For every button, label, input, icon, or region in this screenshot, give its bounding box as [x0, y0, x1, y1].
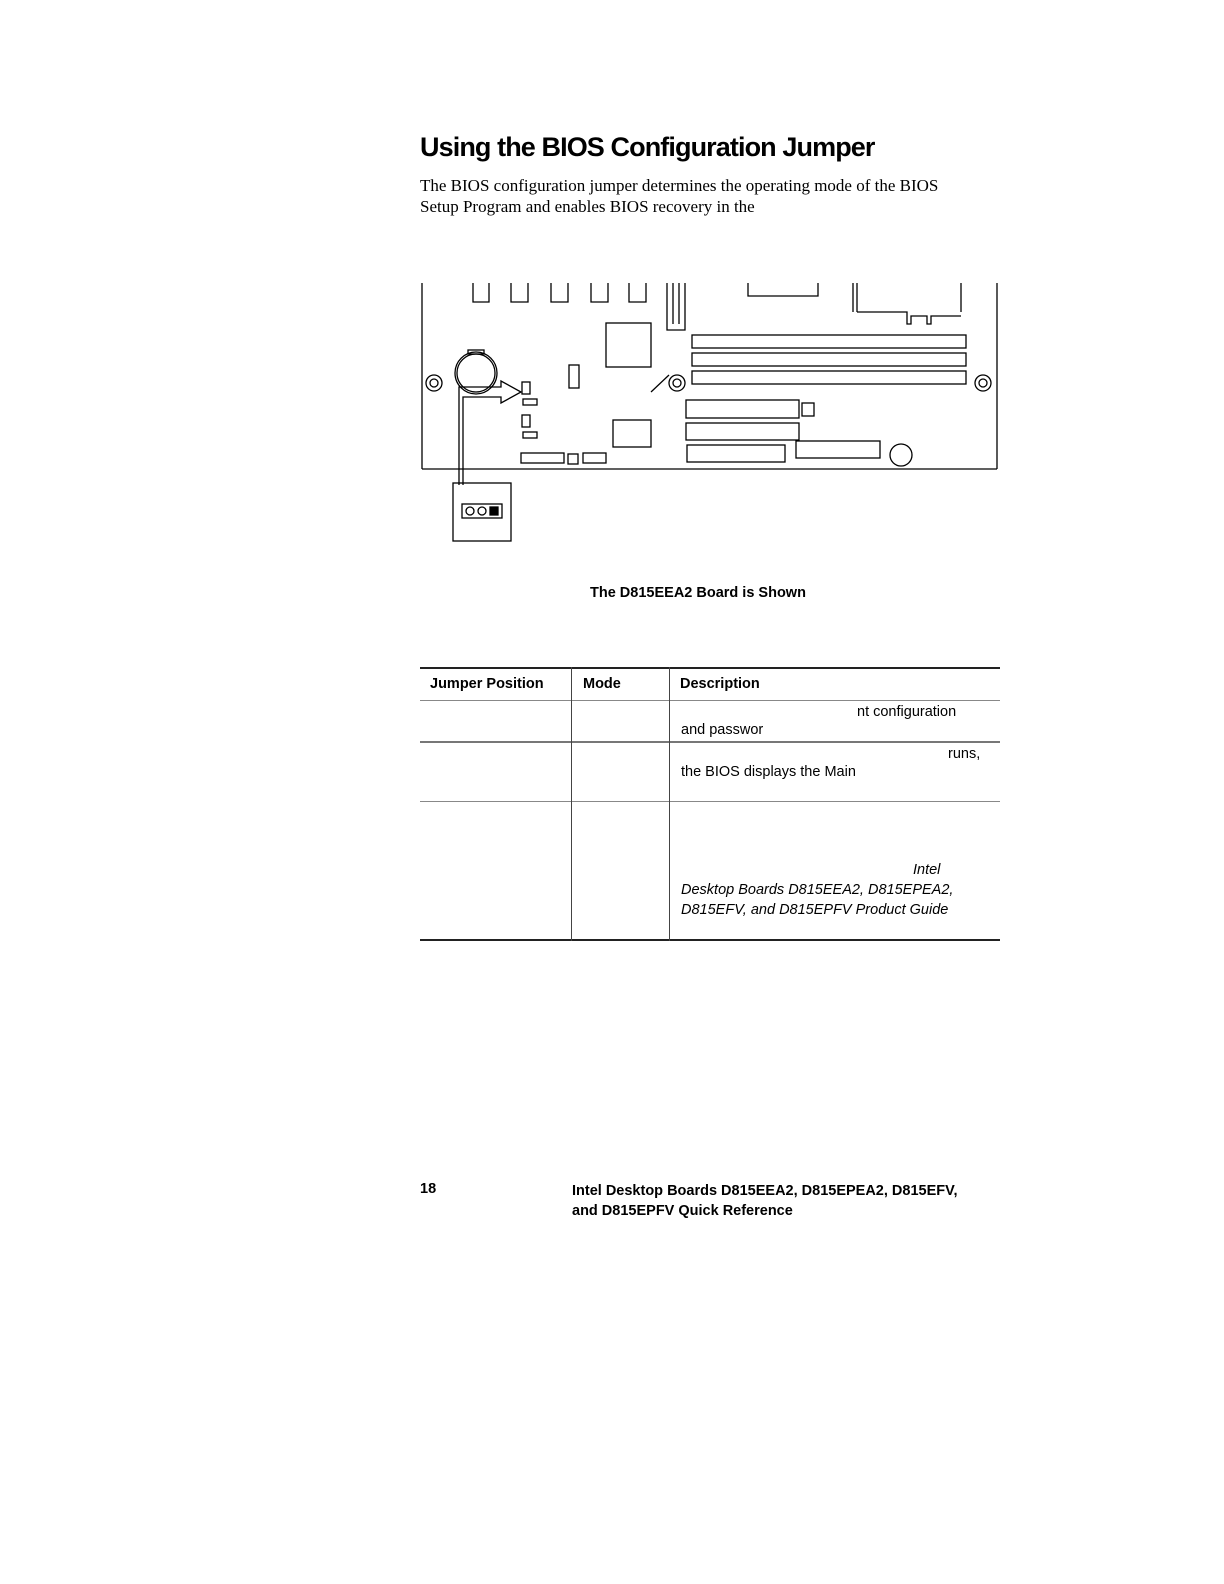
memory-slots: [692, 335, 966, 384]
intro-line-1: The BIOS configuration jumper determines the operating mode of the BIOS: [420, 176, 939, 195]
chipset-chip: [606, 323, 651, 367]
mounting-holes: [426, 375, 991, 391]
row-divider: [420, 801, 1000, 802]
page-number: 18: [420, 1181, 437, 1197]
row3-description-fragment: Intel: [913, 862, 941, 878]
table-bottom-rule: [420, 939, 1000, 941]
col-header-mode: Mode: [583, 676, 621, 692]
column-divider: [571, 667, 572, 941]
intro-paragraph: [420, 175, 1000, 217]
col-header-description: Description: [680, 676, 760, 692]
processor-socket: [853, 283, 961, 324]
board-figure: [415, 275, 1005, 555]
io-chip: [613, 420, 651, 447]
row-divider: [420, 741, 1000, 743]
figure-caption: The D815EEA2 Board is Shown: [590, 585, 806, 601]
footer-reference: [572, 1181, 958, 1221]
board-outline: [422, 283, 997, 469]
row3-description-fragment: D815EFV, and D815EPFV Product Guide: [681, 902, 949, 918]
board-diagram: [415, 275, 1005, 550]
row2-description-fragment: the BIOS displays the Main: [681, 764, 856, 780]
header-rule: [420, 700, 1000, 701]
jumper-pins: [522, 382, 537, 438]
lower-connectors: [521, 400, 912, 466]
row2-description-fragment: runs,: [948, 746, 981, 762]
footer-reference-line-1: Intel Desktop Boards D815EEA2, D815EPEA2, D815EFV,: [572, 1183, 958, 1199]
column-divider: [669, 667, 670, 941]
row3-description-fragment: Desktop Boards D815EEA2, D815EPEA2,: [681, 882, 954, 898]
col-header-jumper-position: Jumper Position: [430, 676, 544, 692]
small-header: [569, 365, 579, 388]
jumper-detail: [453, 483, 511, 541]
intro-line-2: Setup Program and enables BIOS recovery in the: [420, 197, 755, 216]
footer-reference-line-2: and D815EPFV Quick Reference: [572, 1203, 793, 1219]
page-title: Using the BIOS Configuration Jumper: [420, 132, 875, 162]
row1-description-fragment: and passwor: [681, 722, 764, 738]
table-top-rule: [420, 667, 1000, 669]
row1-description-fragment: nt configuration: [857, 704, 957, 720]
